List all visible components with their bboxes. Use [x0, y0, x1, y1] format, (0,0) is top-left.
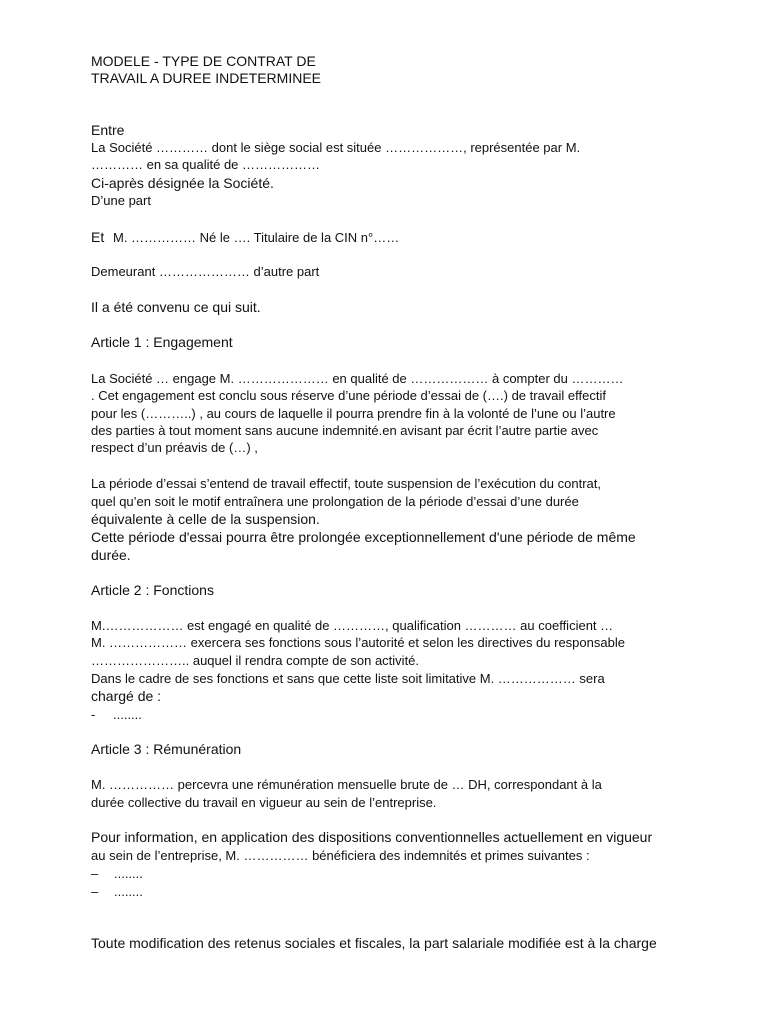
modification-line: Toute modification des retenus sociales et fiscales, la part salariale modifiée est à la charge [91, 935, 657, 951]
article-1-paragraph-line: pour les (………..) , au cours de laquelle il pourra prendre fin à la volonté de l’une ou l’autre [91, 406, 616, 421]
charge-line: chargé de : [91, 688, 162, 704]
article-1-paragraph-line: . Cet engagement est conclu sous réserve d’une période d’essai de (….) de travail effectif [91, 388, 606, 403]
designee-line: Ci-après désignée la Société. [91, 175, 274, 191]
entre-label: Entre [91, 122, 125, 138]
article-2-heading: Article 2 : Fonctions [91, 582, 214, 598]
article-1-paragraph-line: respect d’un préavis de (…) , [91, 440, 258, 455]
document-title-line-2: TRAVAIL A DUREE INDETERMINEE [91, 70, 322, 86]
employe-line: M. …………… Né le …. Titulaire de la CIN n°…… [113, 230, 400, 245]
article-2-line: Dans le cadre de ses fonctions et sans que cette liste soit limitative M. ……………… sera [91, 671, 605, 686]
bullet-text: ........ [114, 884, 143, 899]
article-1-paragraph-line: des parties à tout moment sans aucune indemnité.en avisant par écrit l’autre partie avec [91, 423, 599, 438]
information-line: au sein de l’entreprise, M. …………… bénéficiera des indemnités et primes suivantes : [91, 848, 590, 863]
prolongation-line: Cette période d'essai pourra être prolongée exceptionnellement d'une période de même [91, 529, 636, 545]
article-2-line: M.……………… est engagé en qualité de …………, qualification ………… au coefficient … [91, 618, 614, 633]
article-1-paragraph-line: La Société … engage M. ………………… en qualité de ……………… à compter du ………… [91, 371, 624, 386]
et-label: Et [91, 229, 105, 245]
bullet-marker: – [91, 884, 99, 899]
convenu-line: Il a été convenu ce qui suit. [91, 299, 261, 315]
article-2-line: ………………….. auquel il rendra compte de son activité. [91, 653, 420, 668]
essai-paragraph-line: La période d’essai s’entend de travail effectif, toute suspension de l’exécution du contrat, [91, 476, 601, 491]
information-line: Pour information, en application des dispositions conventionnelles actuellement en vigueur [91, 829, 653, 845]
bullet-marker: – [91, 866, 99, 881]
demeurant-line: Demeurant ………………… d’autre part [91, 264, 320, 279]
article-2-line: M. ……………… exercera ses fonctions sous l’autorité et selon les directives du responsable [91, 635, 625, 650]
article-3-heading: Article 3 : Rémunération [91, 741, 242, 757]
bullet-marker: - [91, 707, 96, 722]
bullet-text: ........ [114, 866, 143, 881]
article-3-line: M. …………… percevra une rémunération mensuelle brute de … DH, correspondant à la [91, 777, 602, 792]
essai-paragraph-line: quel qu’en soit le motif entraînera une prolongation de la période d’essai d’une durée [91, 494, 579, 509]
article-1-heading: Article 1 : Engagement [91, 334, 233, 350]
article-3-line: durée collective du travail en vigueur au sein de l’entreprise. [91, 795, 437, 810]
societe-line-1: La Société ………… dont le siège social est située ………………, représentée par M. [91, 140, 581, 155]
une-part-line: D’une part [91, 193, 151, 208]
bullet-text: ........ [113, 707, 142, 722]
societe-line-2: ………… en sa qualité de ……………… [91, 157, 321, 172]
suspension-line: équivalente à celle de la suspension. [91, 511, 320, 527]
document-title-line-1: MODELE - TYPE DE CONTRAT DE [91, 53, 316, 69]
prolongation-line: durée. [91, 547, 131, 563]
